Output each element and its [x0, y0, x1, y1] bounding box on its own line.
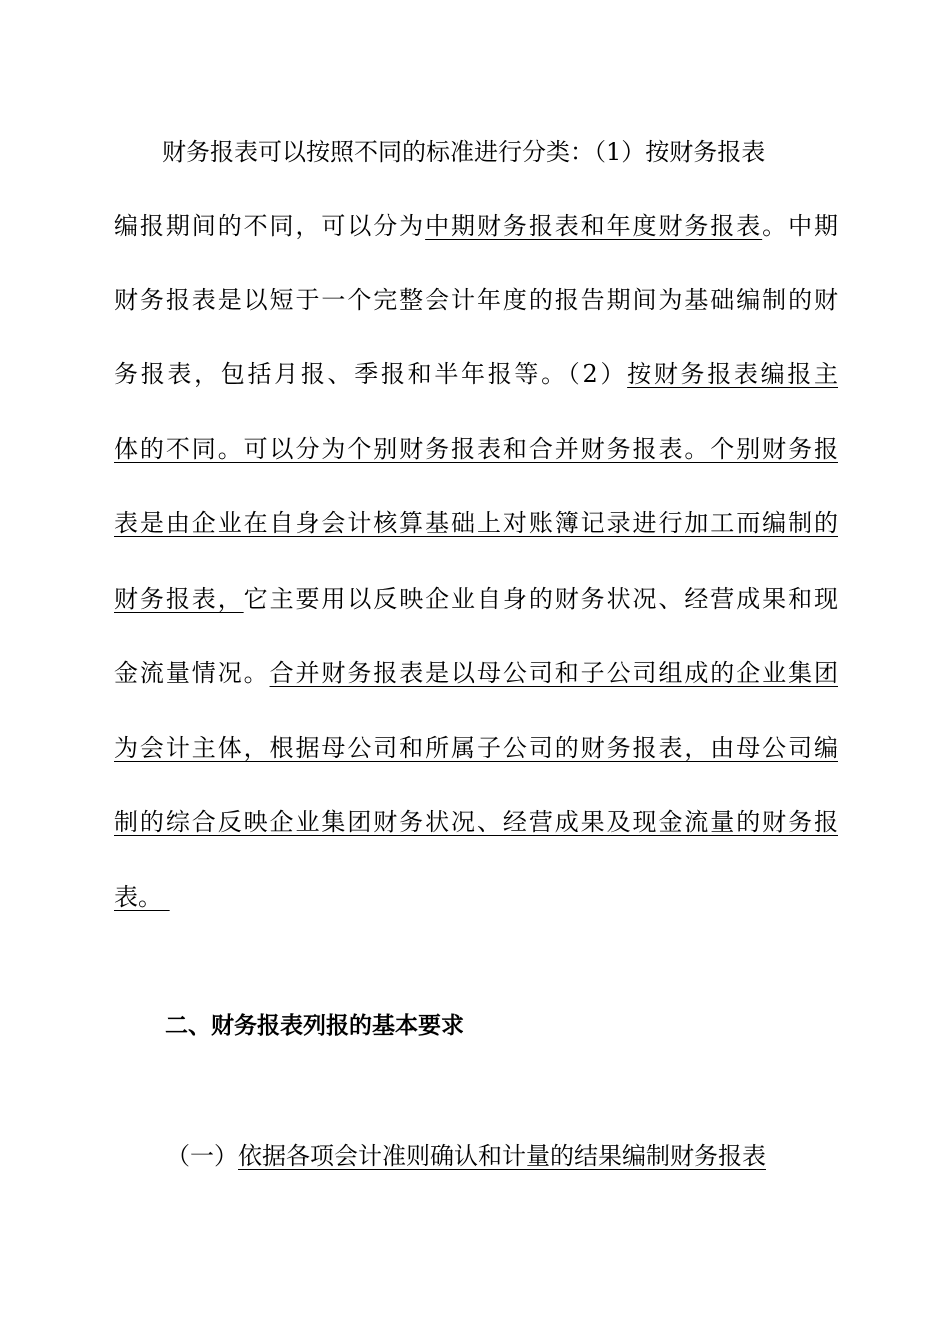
- text-span: 它主要用以反映企业自身的财务状况、经营成果和现: [243, 585, 838, 613]
- paragraph-line-11: [114, 877, 838, 917]
- text-span: 财务报表可以按照不同的标准进行分类：（1）按财务报表: [162, 138, 766, 166]
- text-span: 务报表，包括月报、季报和半年报等。（2）: [114, 360, 628, 388]
- paragraph-line-9: [114, 728, 838, 768]
- underlined-text: 表。: [114, 883, 162, 911]
- paragraph-line-4: [114, 354, 838, 394]
- paragraph-line-2: [114, 206, 838, 246]
- paragraph-line-10: [114, 802, 838, 842]
- subsection-prefix: （一）: [166, 1142, 238, 1170]
- text-span: 财务报表是以短于一个完整会计年度的报告期间为基础编制的财: [114, 286, 838, 314]
- paragraph-line-5: [114, 429, 838, 469]
- subsection-title: 依据各项会计准则确认和计量的结果编制财务报表: [238, 1142, 766, 1170]
- paragraph-line-8: [114, 653, 838, 693]
- underlined-text: 制的综合反映企业集团财务状况、经营成果及现金流量的财务报: [114, 808, 838, 836]
- text-span: 金流量情况。: [114, 659, 270, 687]
- section-heading: 二、财务报表列报的基本要求: [165, 1013, 464, 1039]
- subsection-heading: [166, 1136, 766, 1176]
- paragraph-line-7: [114, 579, 838, 619]
- paragraph-line-1: [162, 132, 838, 172]
- underlined-text: 体的不同。可以分为个别财务报表和合并财务报表。个别财务报: [114, 435, 838, 463]
- underlined-text: 合并财务报表是以母公司和子公司组成的企业集团: [269, 659, 838, 687]
- underlined-text: 中期财务报表和年度财务报表: [425, 212, 763, 240]
- underline-tail: [162, 883, 170, 911]
- underlined-text: 表是由企业在自身会计核算基础上对账簿记录进行加工而编制的: [114, 509, 838, 537]
- paragraph-line-3: [114, 280, 838, 320]
- paragraph-line-6: [114, 503, 838, 543]
- underlined-text: 为会计主体，根据母公司和所属子公司的财务报表，由母公司编: [114, 734, 838, 762]
- underlined-text: 财务报表，: [114, 585, 244, 613]
- text-span: 。中期: [762, 212, 838, 240]
- text-span: 编报期间的不同，可以分为: [114, 212, 426, 240]
- underlined-text: 按财务报表编报主: [627, 360, 838, 388]
